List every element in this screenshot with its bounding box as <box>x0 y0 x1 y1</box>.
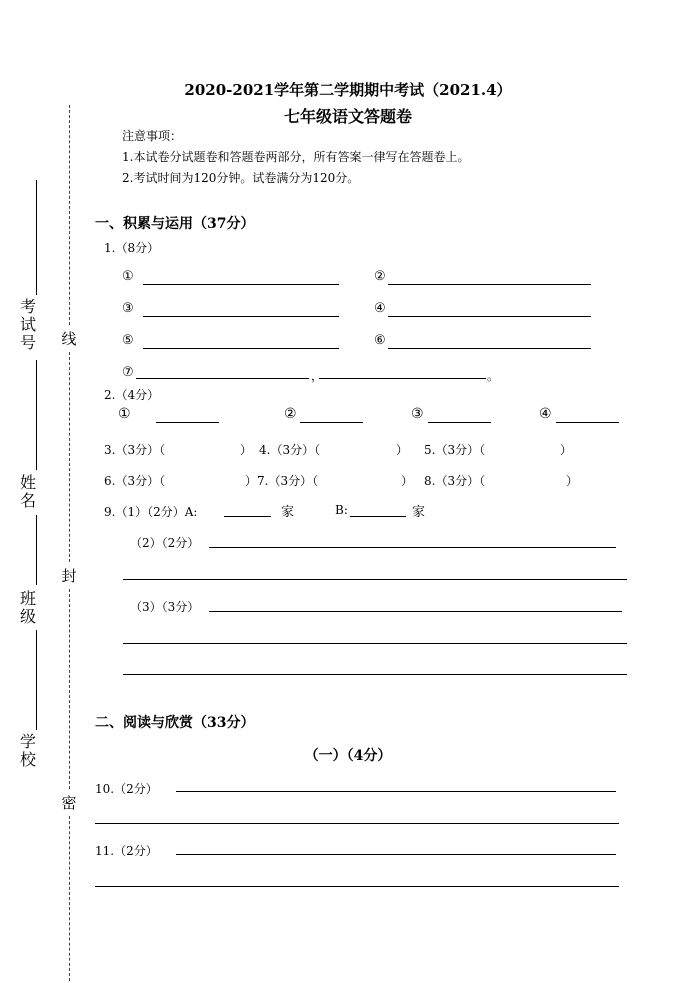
q1-marker-5: ⑤ <box>122 333 134 348</box>
q2-marker-3: ③ <box>411 406 424 422</box>
section2-heading: 二、阅读与欣赏（33分） <box>95 715 255 731</box>
seal-mark-mi: 密 <box>61 794 77 812</box>
q1-blank-7a[interactable] <box>136 378 309 379</box>
q9-sub2-blank-2[interactable] <box>123 579 627 580</box>
exam-no-line <box>36 180 37 295</box>
q1-blank-7b[interactable] <box>319 378 486 379</box>
q1-blank-5[interactable] <box>143 348 339 349</box>
q8-close: ） <box>566 474 579 488</box>
section1-heading: 一、积累与运用（37分） <box>95 216 255 232</box>
q9-unit-b: 家 <box>412 505 426 520</box>
q1-period: 。 <box>487 369 500 383</box>
q9-sub2-blank-1[interactable] <box>209 547 616 548</box>
q2-blank-1[interactable] <box>156 422 219 423</box>
q10-blank-2[interactable] <box>95 823 619 824</box>
q2-marker-1: ① <box>118 406 131 422</box>
name-label: 姓名 <box>19 473 36 510</box>
q6-label: 6.（3分）（ <box>104 474 166 488</box>
q1-marker-1: ① <box>122 269 134 284</box>
seal-dashed-line-1 <box>69 105 70 325</box>
q9-sub3-blank-2[interactable] <box>123 643 627 644</box>
q2-marker-4: ④ <box>539 406 552 422</box>
q11-blank-1[interactable] <box>176 854 616 855</box>
q2-blank-3[interactable] <box>428 422 491 423</box>
q3-close: ） <box>240 443 253 457</box>
q5-label: 5.（3分）（ <box>424 443 486 457</box>
q3-label: 3.（3分）（ <box>104 443 166 457</box>
q1-blank-4[interactable] <box>388 316 591 317</box>
q1-marker-2: ② <box>374 269 386 284</box>
q9-blank-a[interactable] <box>224 516 271 517</box>
q9-sub2-label: （2）（2分） <box>130 536 200 550</box>
class-label: 班级 <box>19 589 36 626</box>
seal-dashed-line-2 <box>69 352 70 562</box>
q1-blank-3[interactable] <box>143 316 339 317</box>
seal-dashed-line-4 <box>69 816 70 981</box>
q9-blank-b[interactable] <box>350 516 406 517</box>
q1-blank-2[interactable] <box>388 284 591 285</box>
q1-marker-7: ⑦ <box>122 365 134 380</box>
q1-label: 1.（8分） <box>104 241 160 255</box>
class-line <box>36 515 37 585</box>
school-label: 学校 <box>19 732 36 769</box>
q4-label: 4.（3分）（ <box>259 443 321 457</box>
seal-mark-xian: 线 <box>61 330 77 348</box>
q9-sub3-label: （3）（3分） <box>130 600 200 614</box>
q9-b-label: B: <box>335 503 348 517</box>
paper-subtitle: 七年级语文答题卷 <box>283 107 412 126</box>
q7-label: ）7.（3分）（ <box>245 474 319 488</box>
q11-label: 11.（2分） <box>95 844 158 858</box>
q2-marker-2: ② <box>284 406 297 422</box>
section2-part1-title: （一）（4分） <box>304 748 392 764</box>
q1-marker-3: ③ <box>122 301 134 316</box>
q9-unit-a: 家 <box>281 505 295 520</box>
q5-close: ） <box>560 443 573 457</box>
q9-sub3-blank-3[interactable] <box>123 674 627 675</box>
notice-heading: 注意事项： <box>122 129 183 143</box>
school-line <box>36 630 37 730</box>
notice-item-2: 2.考试时间为120分钟。试卷满分为120分。 <box>122 171 360 185</box>
seal-mark-feng: 封 <box>61 567 77 585</box>
q4-close: ） <box>396 443 409 457</box>
q1-blank-6[interactable] <box>388 348 591 349</box>
q9-sub3-blank-1[interactable] <box>209 611 622 612</box>
q1-marker-6: ⑥ <box>374 333 386 348</box>
q11-blank-2[interactable] <box>95 886 619 887</box>
name-line <box>36 360 37 470</box>
q7-close: ） <box>401 474 414 488</box>
exam-title: 2020-2021学年第二学期期中考试（2021.4） <box>184 81 512 99</box>
q2-label: 2.（4分） <box>104 388 160 402</box>
exam-no-label: 考试号 <box>19 297 36 352</box>
q8-label: 8.（3分）（ <box>424 474 486 488</box>
q2-blank-2[interactable] <box>300 422 363 423</box>
q2-blank-4[interactable] <box>556 422 619 423</box>
q10-label: 10.（2分） <box>95 782 158 796</box>
q1-comma: ， <box>311 369 324 383</box>
q1-marker-4: ④ <box>374 301 386 316</box>
q9-label: 9.（1）（2分）A: <box>104 505 198 519</box>
q10-blank-1[interactable] <box>176 791 616 792</box>
notice-item-1: 1.本试卷分试题卷和答题卷两部分，所有答案一律写在答题卷上。 <box>122 150 470 164</box>
q1-blank-1[interactable] <box>143 284 339 285</box>
